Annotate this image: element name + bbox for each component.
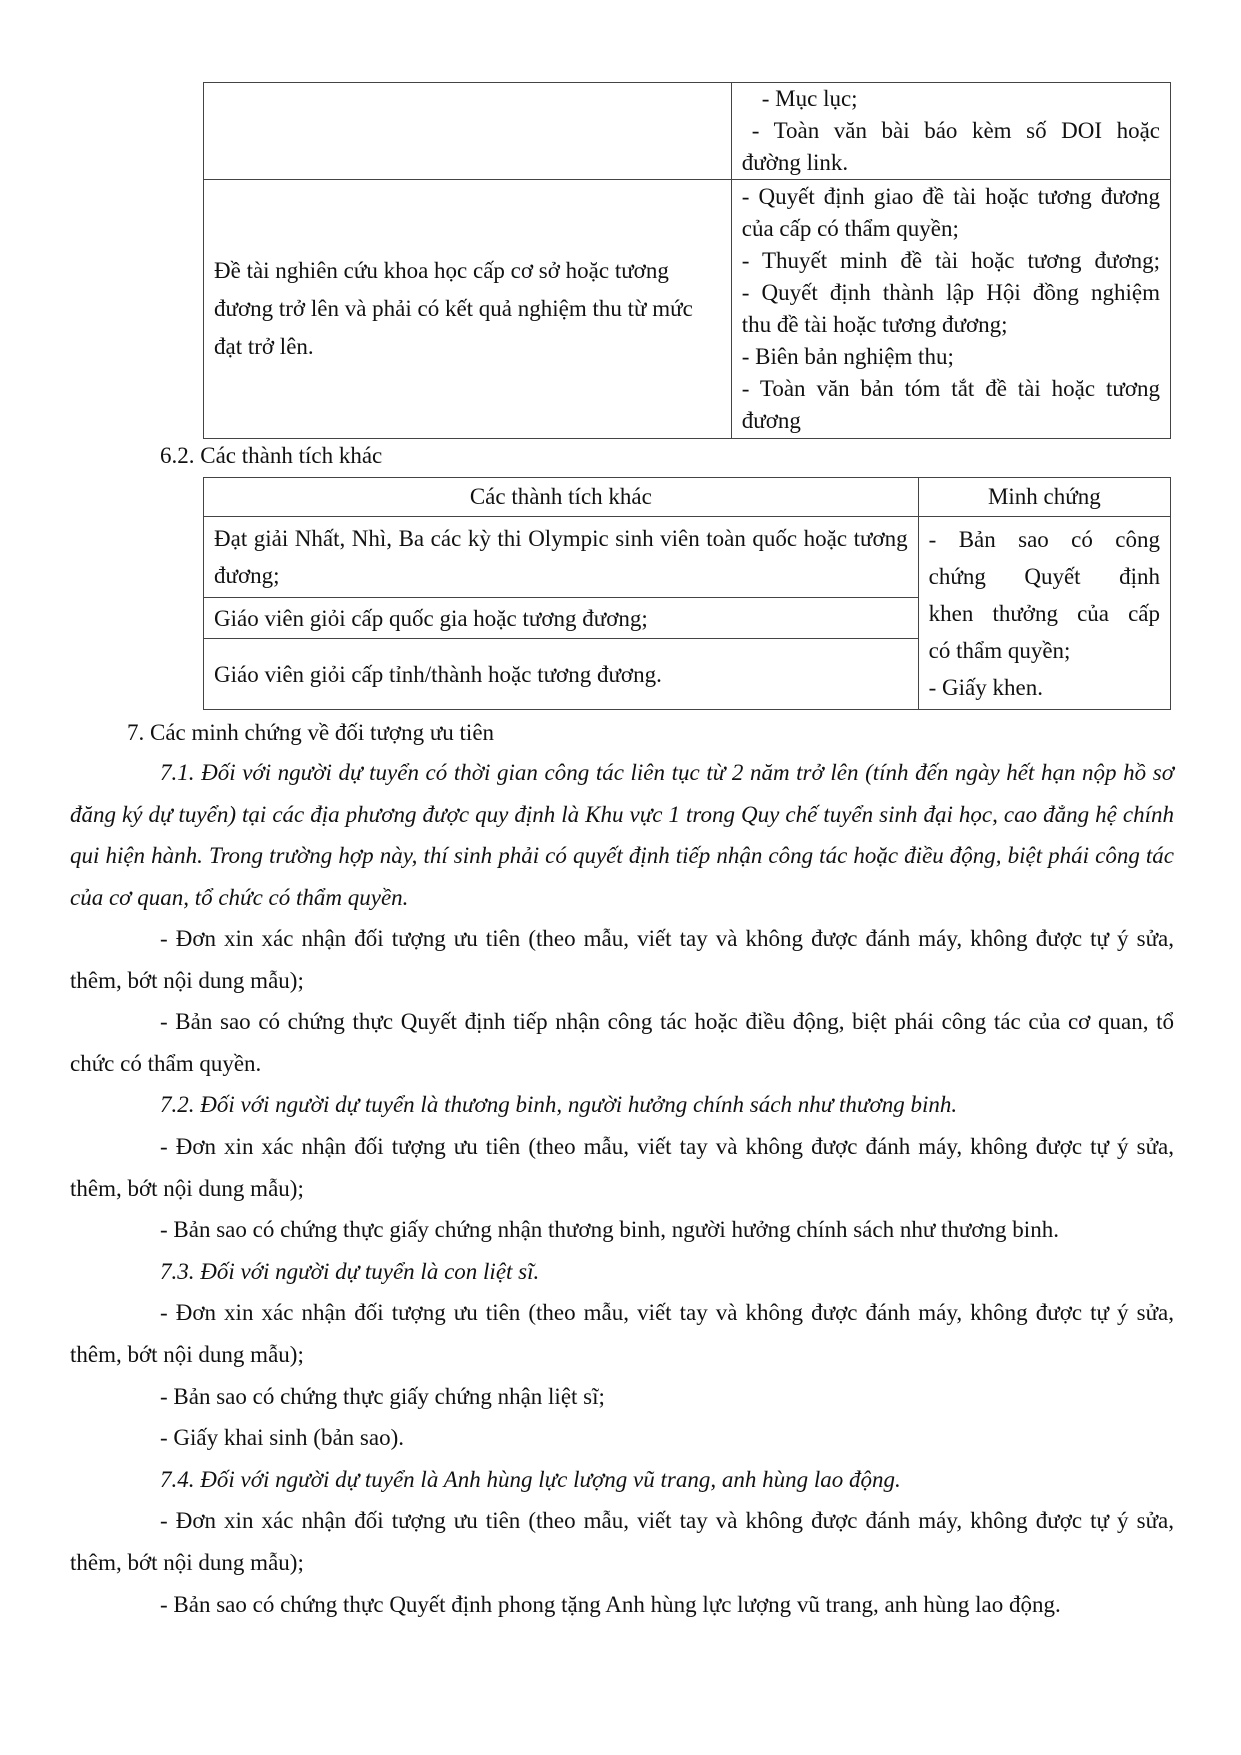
subsection-7-4-title: 7.4. Đối với người dự tuyển là Anh hùng lực lượng vũ trang, anh hùng lao động. — [160, 1467, 901, 1492]
achievement-cell: Đạt giải Nhất, Nhì, Ba các kỳ thi Olympic sinh viên toàn quốc hoặc tương đương; — [204, 517, 919, 598]
evidence-line: chứng Quyết định — [928, 563, 1160, 589]
list-item: - Đơn xin xác nhận đối tượng ưu tiên (theo mẫu, viết tay và không được đánh máy, không được tự ý sửa, thêm, bớt nội dung mẫu); — [70, 1508, 1174, 1575]
achievement-cell: Giáo viên giỏi cấp tỉnh/thành hoặc tương đương. — [204, 639, 919, 710]
evidence-line: khen thưởng của cấp — [928, 600, 1160, 626]
list-item: - Bản sao có chứng thực giấy chứng nhận liệt sĩ; — [160, 1384, 605, 1409]
evidence-line: thu đề tài hoặc tương đương; — [741, 312, 1008, 337]
list-item: - Bản sao có chứng thực Quyết định tiếp nhận công tác hoặc điều động, biệt phái công tác của cơ quan, tổ chức có thẩm quyền. — [70, 1009, 1174, 1076]
achievement-cell: Giáo viên giỏi cấp quốc gia hoặc tương đương; — [204, 598, 919, 639]
list-item: - Đơn xin xác nhận đối tượng ưu tiên (theo mẫu, viết tay và không được đánh máy, không được tự ý sửa, thêm, bớt nội dung mẫu); — [70, 926, 1174, 993]
list-item: - Bản sao có chứng thực giấy chứng nhận thương binh, người hưởng chính sách như thương binh. — [160, 1217, 1059, 1242]
evidence-cell — [731, 83, 1170, 180]
subsection-7-3-title: 7.3. Đối với người dự tuyển là con liệt sĩ. — [160, 1259, 540, 1284]
section-heading-7: 7. Các minh chứng về đối tượng ưu tiên — [127, 720, 495, 745]
evidence-line: - Quyết định giao đề tài hoặc tương đương — [741, 184, 1160, 209]
evidence-line: - Mục lục; — [761, 86, 858, 111]
subsection-7-2-title: 7.2. Đối với người dự tuyển là thương binh, người hưởng chính sách như thương binh. — [160, 1092, 958, 1117]
list-item: - Đơn xin xác nhận đối tượng ưu tiên (theo mẫu, viết tay và không được đánh máy, không được tự ý sửa, thêm, bớt nội dung mẫu); — [70, 1134, 1174, 1201]
table-row — [204, 517, 1171, 598]
evidence-line: - Toàn văn bản tóm tắt đề tài hoặc tương — [741, 376, 1160, 401]
column-header: Các thành tích khác — [204, 478, 919, 517]
evidence-line: của cấp có thẩm quyền; — [741, 216, 959, 241]
evidence-cell — [918, 517, 1170, 710]
evidence-line: - Quyết định thành lập Hội đồng nghiệm — [741, 280, 1160, 305]
table-row — [204, 83, 1171, 180]
column-header: Minh chứng — [918, 478, 1170, 517]
table-row — [204, 180, 1171, 439]
evidence-line: - Thuyết minh đề tài hoặc tương đương; — [741, 248, 1160, 273]
section-heading-6-2: 6.2. Các thành tích khác — [160, 443, 383, 468]
evidence-line: - Biên bản nghiệm thu; — [741, 344, 954, 369]
research-evidence-table — [203, 82, 1171, 439]
evidence-line: - Toàn văn bài báo kèm số DOI hoặc — [751, 118, 1160, 143]
list-item: - Bản sao có chứng thực Quyết định phong tặng Anh hùng lực lượng vũ trang, anh hùng lao động. — [160, 1592, 1061, 1617]
table-header-row — [204, 478, 1171, 517]
list-item: - Đơn xin xác nhận đối tượng ưu tiên (theo mẫu, viết tay và không được đánh máy, không được tự ý sửa, thêm, bớt nội dung mẫu); — [70, 1300, 1174, 1367]
achievement-cell: Đề tài nghiên cứu khoa học cấp cơ sở hoặc tương đương trở lên và phải có kết quả nghiệm thu từ mức đạt trở lên. — [204, 180, 732, 439]
subsection-7-1-title: 7.1. Đối với người dự tuyển có thời gian công tác liên tục từ 2 năm trở lên (tính đến ngày hết hạn nộp hồ sơ đăng ký dự tuyển) tại các địa phương được quy định là Khu vực 1 trong Quy chế tuyển sinh đại học, cao đẳng hệ chính qui hiện hành. Trong trường hợp này, thí sinh phải có quyết định tiếp nhận công tác hoặc điều động, biệt phái công tác của cơ quan, tổ chức có thẩm quyền. — [70, 760, 1174, 910]
list-item: - Giấy khai sinh (bản sao). — [160, 1425, 404, 1450]
evidence-line: - Giấy khen. — [928, 674, 1043, 700]
evidence-line: - Bản sao có công — [928, 526, 1160, 552]
other-achievements-table — [203, 477, 1171, 710]
evidence-line: đường link. — [741, 150, 849, 175]
evidence-line: đương — [741, 408, 801, 433]
table-cell-empty — [204, 83, 732, 180]
evidence-cell — [731, 180, 1170, 439]
evidence-line: có thẩm quyền; — [928, 637, 1071, 663]
